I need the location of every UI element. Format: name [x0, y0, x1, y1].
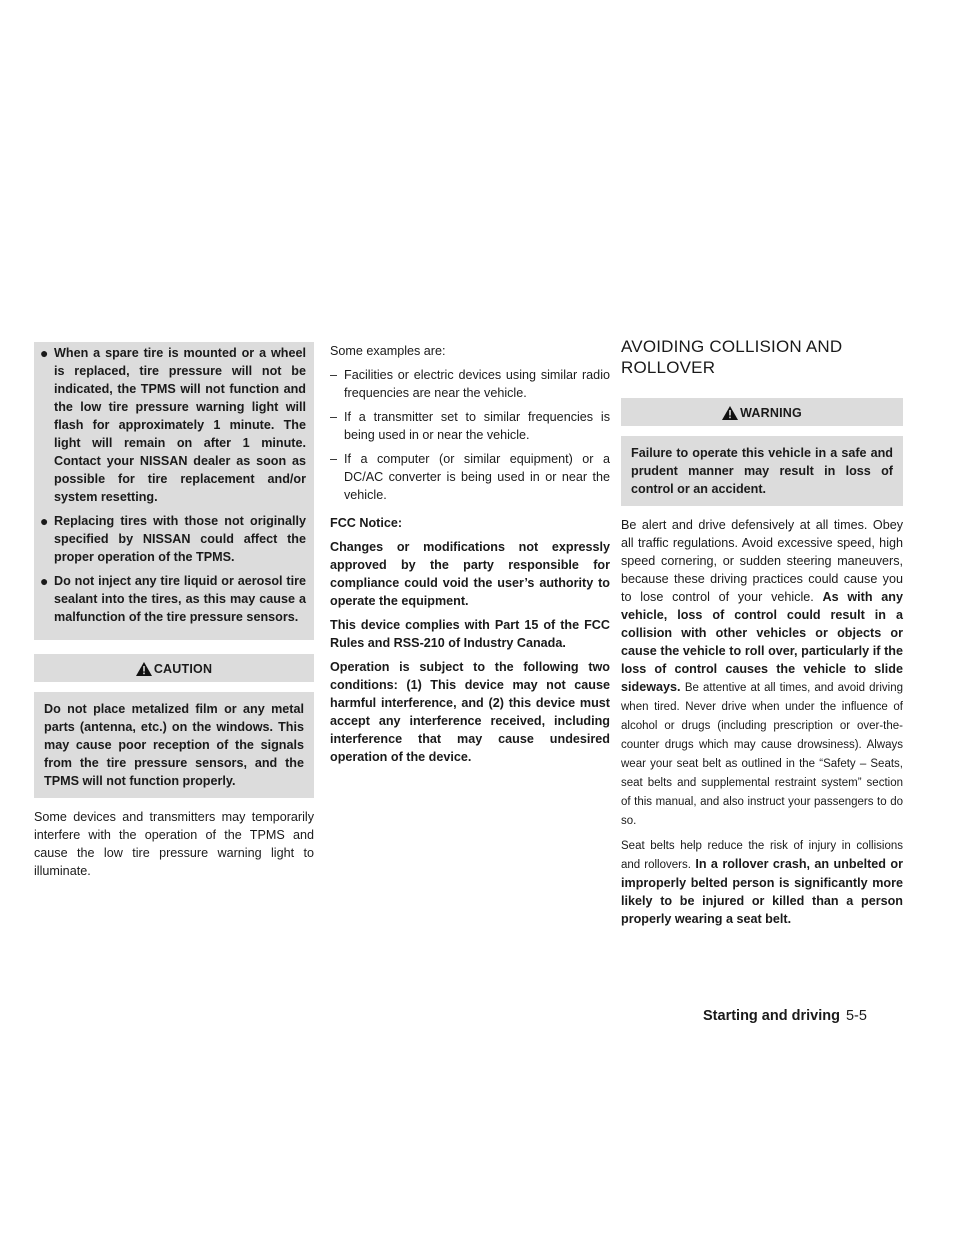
section-heading: AVOIDING COLLISION AND ROLLOVER: [621, 337, 843, 377]
column-2: Some examples are: – Facilities or electric devices using similar radio frequencies are near the vehicle. – If a transmitter set to similar frequencies is being used in or near the vehicle. – If a computer (or similar equipment) or a DC/AC converter is being used in or near the vehicle. FCC Notice: Changes or modifications not expressly approved by the party responsible for compliance could void the user’s authority to operate the equipment. This device complies with Part 15 of the FCC Rules and RSS-210 of Industry Canada. Operation is subject to the following two conditions: (1) This device may not cause harmful interference, and (2) this device must accept any interference received, including interference that may cause undesired operation of the device.: [330, 344, 610, 764]
list-item: ● When a spare tire is mounted or a wheel is replaced, tire pressure will not be indicated, the TPMS will not function and the low tire pressure warning light will flash for approximately 1 minute. The light will remain on after 1 minute. Contact your NISSAN dealer as soon as possible for tire replacement and/or system resetting.: [40, 345, 306, 504]
bullet-icon: ●: [40, 513, 49, 529]
list-item: – If a transmitter set to similar frequencies is being used in or near the vehicle.: [330, 410, 610, 442]
footer-section: Starting and driving: [703, 1008, 840, 1024]
column-3: [621, 337, 904, 934]
fcc-title: FCC Notice:: [330, 516, 403, 530]
page-number: 5-5: [845, 1008, 867, 1024]
bullet-icon: ●: [40, 573, 49, 589]
list-item: – If a computer (or similar equipment) or a DC/AC converter is being used in or near the vehicle.: [330, 452, 610, 502]
paragraph: Some devices and transmitters may temporarily interfere with the operation of the TPMS and cause the low tire pressure warning light to illuminate.: [34, 810, 314, 878]
caution-header: CAUTION: [34, 654, 314, 682]
bullet-icon: ●: [40, 345, 49, 361]
page-footer: [703, 1008, 867, 1024]
warning-triangle-icon: [136, 662, 152, 676]
warning-box: Failure to operate this vehicle in a safe and prudent manner may result in loss of control or an accident.: [621, 436, 903, 506]
warning-triangle-icon: [722, 406, 738, 420]
list-item: ● Do not inject any tire liquid or aerosol tire sealant into the tires, as this may cause a malfunction of the tire pressure sensors.: [40, 573, 306, 624]
caution-box: Do not place metalized film or any metal parts (antenna, etc.) on the windows. This may cause poor reception of the signals from the tire pressure sensors, and the TPMS will not function properly.: [34, 692, 314, 798]
list-item: ● Replacing tires with those not originally specified by NISSAN could affect the proper operation of the TPMS.: [40, 513, 306, 564]
paragraph: Be alert and drive defensively at all times. Obey all traffic regulations. Avoid excessive speed, high speed cornering, or sudden steering maneuvers, because these driving practices could cause you to lose control of your vehicle. As with any vehicle, loss of control could result in a collision with other vehicles or objects or cause the vehicle to roll over, particularly if the loss of control causes the vehicle to slide sideways. Be attentive at all times, and avoid driving when tired. Never drive when under the influence of alcohol or drugs (including prescription or over-the-counter drugs which may cause drowsiness). Always wear your seat belt as outlined in the “Safety – Seats, seat belts and supplemental restraint system” section of this manual, and also instruct your passengers to do so.: [621, 518, 904, 827]
notes-box: [34, 342, 314, 640]
list-item: – Facilities or electric devices using similar radio frequencies are near the vehicle.: [330, 368, 610, 400]
column-1: [34, 342, 314, 886]
paragraph: Seat belts help reduce the risk of injury in collisions and rollovers. In a rollover crash, an unbelted or improperly belted person is significantly more likely to be injured or killed than a person properly wearing a seat belt.: [621, 840, 903, 926]
warning-header: WARNING: [621, 398, 903, 426]
